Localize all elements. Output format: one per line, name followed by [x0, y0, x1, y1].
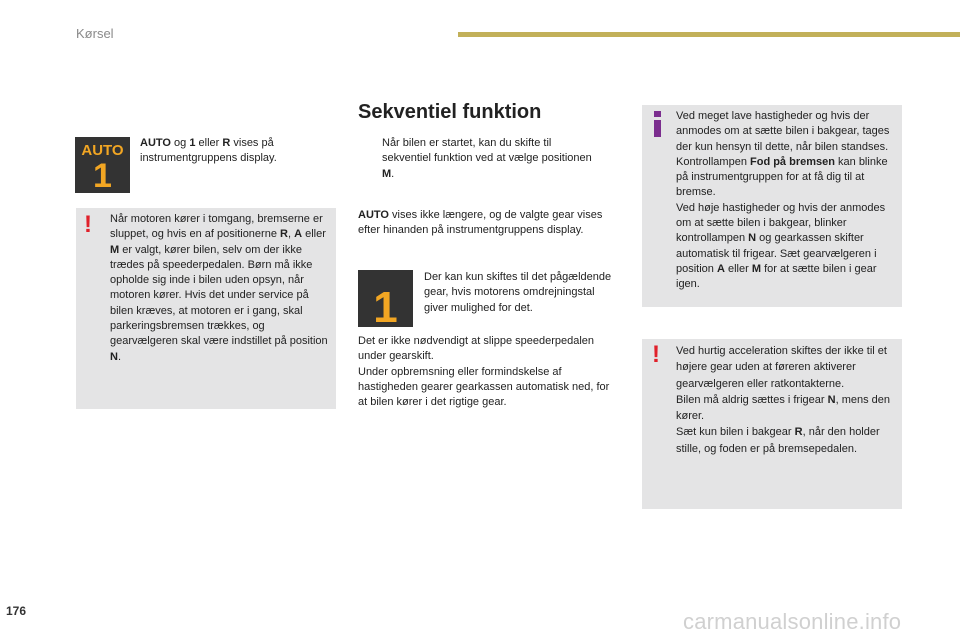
page-section-title: Kørsel: [76, 26, 114, 41]
auto-note: AUTO vises ikke længere, og de valgte gear vises efter hinanden på instrumentgruppens display.: [358, 209, 603, 237]
header-accent-bar: [458, 32, 960, 37]
warning-text-2: Ved hurtig acceleration skiftes der ikke til et højere gear uden at føreren aktiverer gearvælgeren eller ratkontakterne. Bilen må aldrig sættes i frigear N, mens den kører. Sæt kun bilen i bakgear R, når den holder stille, og foden er på bremsepedalen.: [676, 345, 890, 455]
gear-display-icon: [358, 270, 413, 327]
auto-display-description: AUTO og 1 eller R vises på instrumentgruppens display.: [140, 137, 277, 165]
section-heading: Sekventiel funktion: [358, 101, 542, 123]
warning-box-2: [642, 339, 902, 509]
svg-text:AUTO: AUTO: [81, 142, 124, 159]
bullet-instruction: Når bilen er startet, kan du skifte til sekventiel funktion ved at vælge positionen M.: [382, 137, 592, 180]
warning-icon: !: [652, 341, 660, 368]
svg-text:1: 1: [93, 157, 112, 193]
release-text: Det er ikke nødvendigt at slippe speederpedalen under gearskift. Under opbremsning eller formindskelse af hastigheden gearer gearkassen automatisk ned, for at bilen kører i det rigtige gear.: [358, 335, 610, 409]
warning-text: Når motoren kører i tomgang, bremserne er sluppet, og hvis en af positionerne R, A eller M er valgt, kører bilen, selv om der ikke trædes på speederpedalen. Børn må ikke opholde sig inde i bilen uden opsyn, når motoren kører. Hvis det under service på bilen kræves, at motoren er i gang, skal parkeringsbremsen trækkes, og gearvælgeren skal være indstillet på position N.: [110, 213, 328, 363]
svg-text:1: 1: [373, 283, 398, 327]
shift-condition-text: Der kan kun skiftes til det pågældende gear, hvis motorens omdrejningstal giver mulighed for det.: [424, 271, 612, 314]
auto-display-icon: [75, 137, 130, 193]
page-number: 176: [6, 604, 27, 618]
info-box: [642, 105, 902, 307]
watermark: carmanualsonline.info: [683, 609, 902, 634]
warning-icon: !: [84, 211, 92, 238]
warning-box: [76, 208, 336, 409]
info-icon: [652, 111, 664, 137]
info-text: Ved meget lave hastigheder og hvis der anmodes om at sætte bilen i bakgear, tages der kun hensyn til dette, når bilen standses. Kontrollampen Fod på bremsen kan blinke på instrumentgruppen for at få dig til at bremse. Ved høje hastigheder og hvis der anmodes om at sætte bilen i bakgear, blinker kontrollampen N og gearkassen skifter automatisk til frigear. Sæt gearvælgeren i position A eller M for at sætte bilen i gear igen.: [676, 110, 890, 291]
